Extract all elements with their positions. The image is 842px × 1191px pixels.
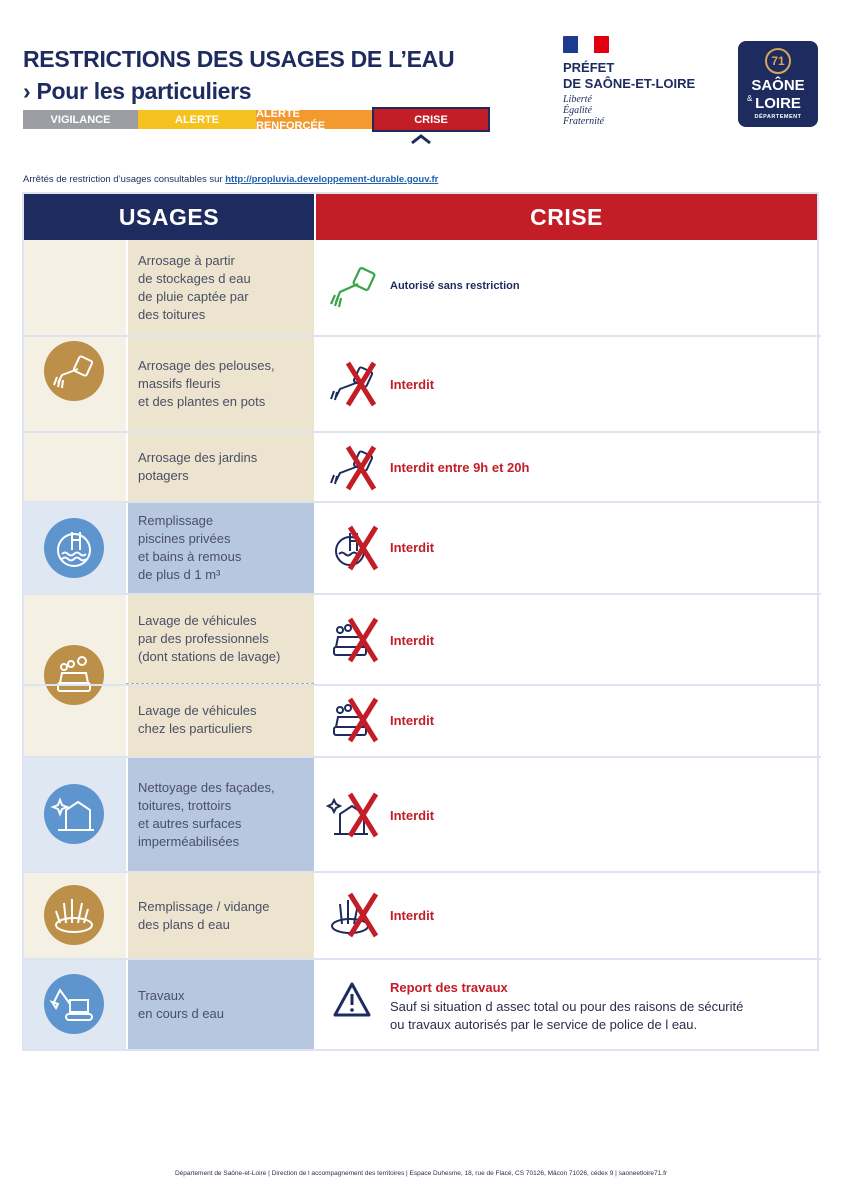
page-title: RESTRICTIONS DES USAGES DE L’EAU: [23, 46, 455, 72]
group-nettoyage: [24, 758, 126, 871]
column-header-usages: USAGES: [24, 194, 314, 240]
result-text: Interdit entre 9h et 20h: [390, 460, 530, 475]
forbidden-watering-icon: [326, 359, 386, 411]
level-alerte: ALERTE: [138, 110, 256, 129]
result-row-6: [316, 758, 817, 871]
column-header-crise: CRISE: [316, 194, 817, 240]
watering-can-icon: [44, 341, 104, 401]
group-plans-eau: [24, 873, 126, 958]
usage-row-3: Remplissage piscines privées et bains à remous de plus d 1 m³: [126, 503, 314, 593]
prefect-motto: Liberté Égalité Fraternité: [563, 94, 605, 127]
level-crise: CRISE: [372, 107, 490, 132]
usage-row-6: Nettoyage des façades, toitures, trottoirs et autres surfaces imperméabilisées: [126, 758, 314, 871]
level-vigilance: VIGILANCE: [23, 110, 138, 129]
usage-row-5: Lavage de véhicules chez les particuliers: [126, 684, 314, 756]
warning-icon: [332, 980, 372, 1020]
usage-row-2: Arrosage des jardins potagers: [126, 432, 314, 501]
usage-row-1: Arrosage des pelouses, massifs fleuris et des plantes en pots: [126, 337, 314, 431]
result-title: Report des travaux: [390, 980, 508, 995]
result-row-4: [316, 595, 817, 684]
alert-level-bar: [23, 107, 490, 132]
result-row-3: [316, 503, 817, 593]
level-alerte-renforcee: ALERTE RENFORCÉE: [256, 110, 372, 129]
result-text: Interdit: [390, 377, 435, 392]
result-detail: Sauf si situation d assec total ou pour des raisons de sécurité ou travaux autorisés par le service de police de l eau.: [390, 999, 744, 1032]
forbidden-pool-icon: [326, 523, 386, 575]
result-row-7: [316, 873, 817, 958]
usage-row-0: Arrosage à partir de stockages d eau de pluie captée par des toitures: [126, 240, 314, 336]
department-number: 71: [765, 48, 791, 74]
result-text: Interdit: [390, 908, 435, 923]
french-flag-icon: [563, 36, 609, 53]
prefect-name: PRÉFET DE SAÔNE-ET-LOIRE: [563, 60, 696, 91]
forbidden-watering-icon: [326, 443, 386, 495]
group-travaux: [24, 960, 126, 1049]
usage-row-4: Lavage de véhicules par des professionnels (dont stations de lavage): [126, 595, 314, 683]
pond-icon: [44, 885, 104, 945]
group-lavage: [24, 595, 126, 756]
pool-icon: [44, 518, 104, 578]
result-row-1: [316, 337, 817, 431]
reference-note: Arrêtés de restriction d’usages consultables sur http://propluvia.developpement-durable.gouv.fr: [23, 174, 439, 185]
active-level-caret-icon: [404, 133, 438, 145]
forbidden-cleaning-icon: [326, 790, 386, 842]
watering-can-green-icon: [326, 262, 386, 314]
usage-row-7: Remplissage / vidange des plans d eau: [126, 873, 314, 958]
result-text: Interdit: [390, 540, 435, 555]
group-piscines: [24, 503, 126, 593]
result-text: Interdit: [390, 808, 435, 823]
forbidden-pond-icon: [326, 890, 386, 942]
prefect-logo: [563, 36, 695, 127]
page-subtitle: › Pour les particuliers: [23, 78, 252, 104]
facade-cleaning-icon: [44, 784, 104, 844]
footer: Département de Saône-et-Loire | Direction de l accompagnement des territoires | Espace Duhesme, 18, rue de Flacé, CS 70126, Mâcon 71026, cédex 9 | saoneetloire71.fr: [174, 1170, 668, 1177]
restrictions-table: [22, 192, 819, 1051]
propluvia-link[interactable]: http://propluvia.developpement-durable.gouv.fr: [225, 174, 439, 185]
result-row-2: [316, 433, 817, 501]
forbidden-car-wash-icon: [326, 695, 386, 747]
result-row-0: [316, 240, 817, 335]
excavator-icon: [44, 974, 104, 1034]
car-wash-icon: [44, 645, 104, 705]
forbidden-car-wash-icon: [326, 615, 386, 667]
result-row-5: [316, 686, 817, 756]
result-text: Interdit: [390, 713, 435, 728]
group-arrosage: [24, 240, 126, 501]
result-text: Autorisé sans restriction: [390, 280, 520, 292]
usage-row-8: Travaux en cours d eau: [126, 960, 314, 1049]
result-text: Interdit: [390, 633, 435, 648]
result-row-8: [316, 960, 817, 1049]
department-logo: 71 SAÔNE & LOIRE DÉPARTEMENT: [738, 41, 818, 127]
